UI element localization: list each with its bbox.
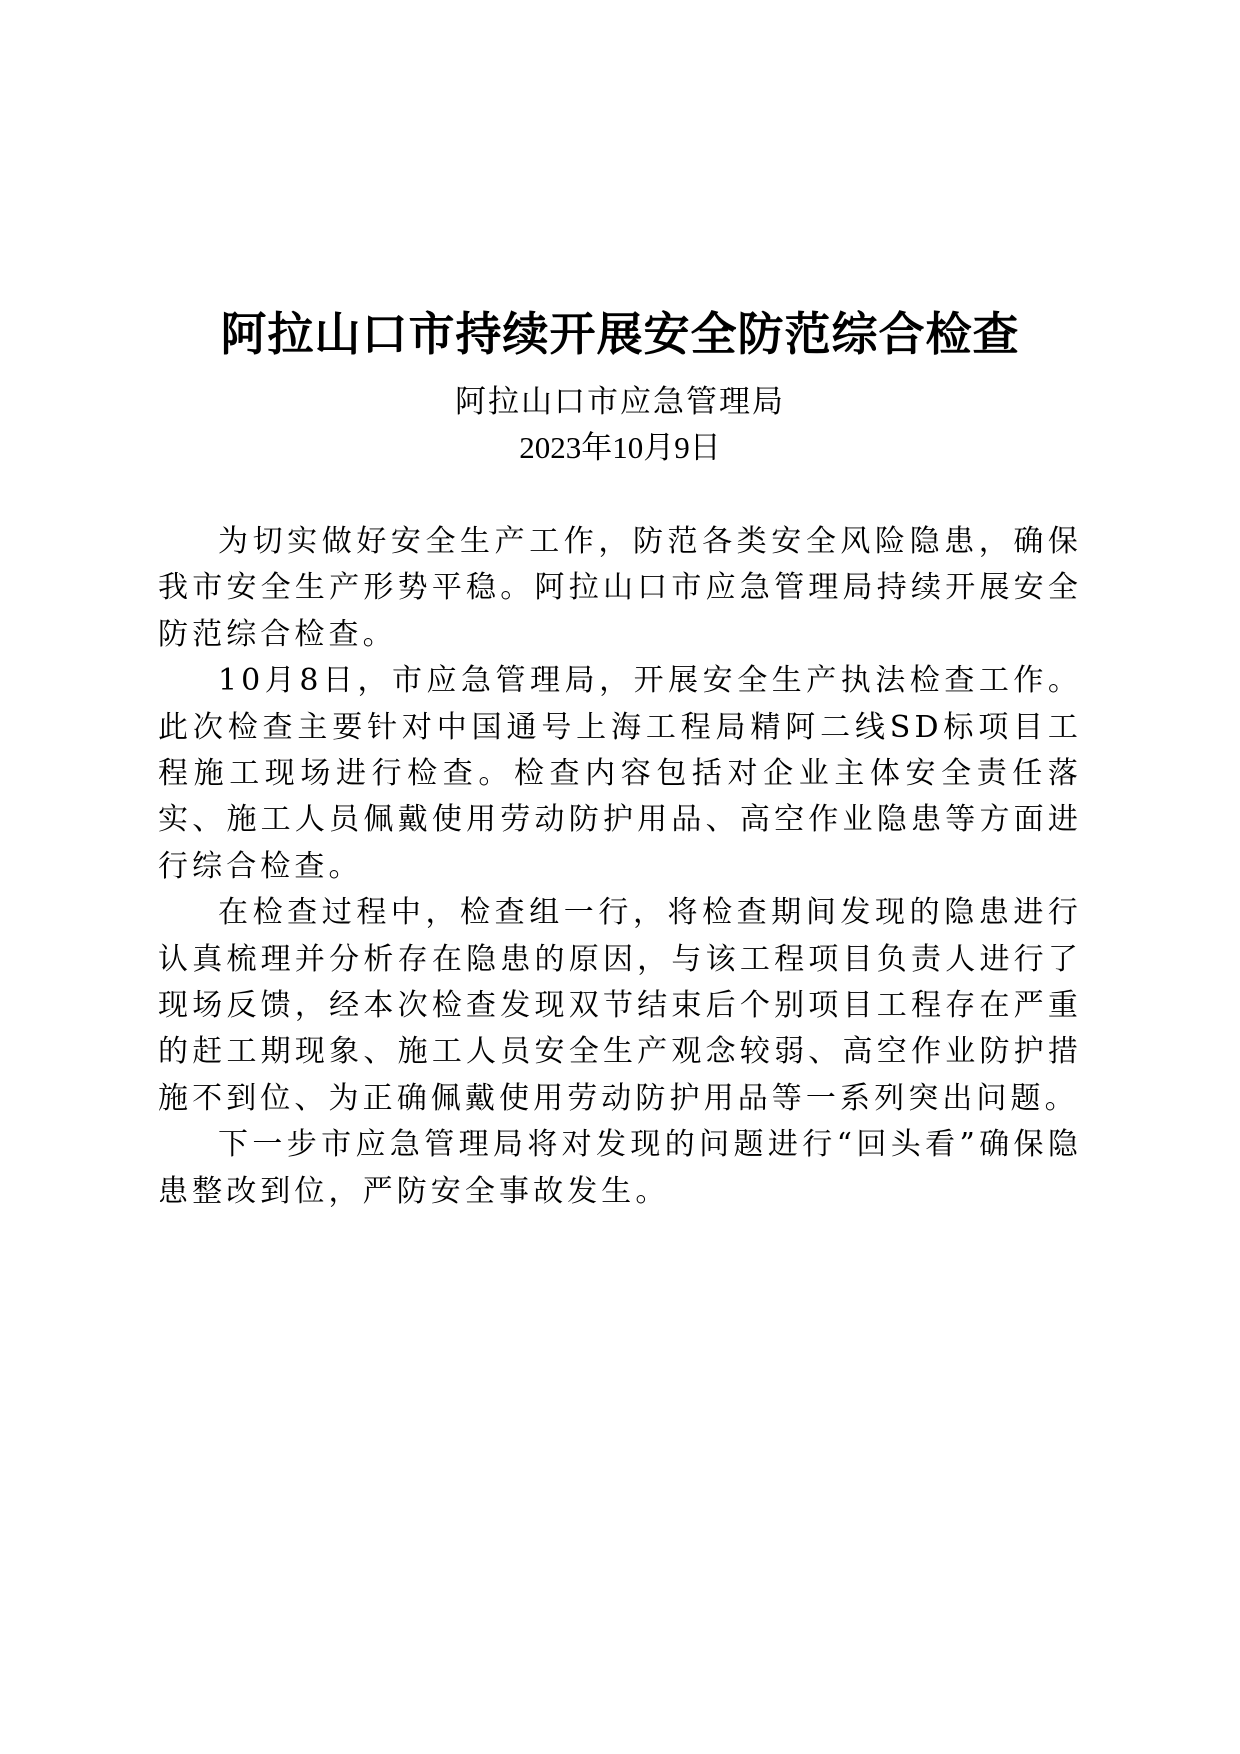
paragraph-1: 为切实做好安全生产工作，防范各类安全风险隐患，确保我市安全生产形势平稳。阿拉山口市应急管理局持续开展安全防范综合检查。 xyxy=(158,524,1082,652)
paragraph-3: 在检查过程中，检查组一行，将检查期间发现的隐患进行认真梳理并分析存在隐患的原因，与该工程项目负责人进行了现场反馈，经本次检查发现双节结束后个别项目工程存在严重的赶工期现象、施工人员安全生产观念较弱、高空作业防护措施不到位、为正确佩戴使用劳动防护用品等一系列突出问题。 xyxy=(158,895,1082,1116)
document-title: 阿拉山口市持续开展安全防范综合检查 xyxy=(220,307,1020,361)
publish-date: 2023年10月9日 xyxy=(519,430,721,465)
paragraph-4: 下一步市应急管理局将对发现的问题进行“回头看”确保隐患整改到位，严防安全事故发生。 xyxy=(158,1127,1082,1209)
issuer-name: 阿拉山口市应急管理局 xyxy=(455,384,785,420)
article-body xyxy=(158,519,1082,1215)
paragraph-2: 10月8日，市应急管理局，开展安全生产执法检查工作。此次检查主要针对中国通号上海工程局精阿二线SD标项目工程施工现场进行检查。检查内容包括对企业主体安全责任落实、施工人员佩戴使用劳动防护用品、高空作业隐患等方面进行综合检查。 xyxy=(158,663,1082,884)
